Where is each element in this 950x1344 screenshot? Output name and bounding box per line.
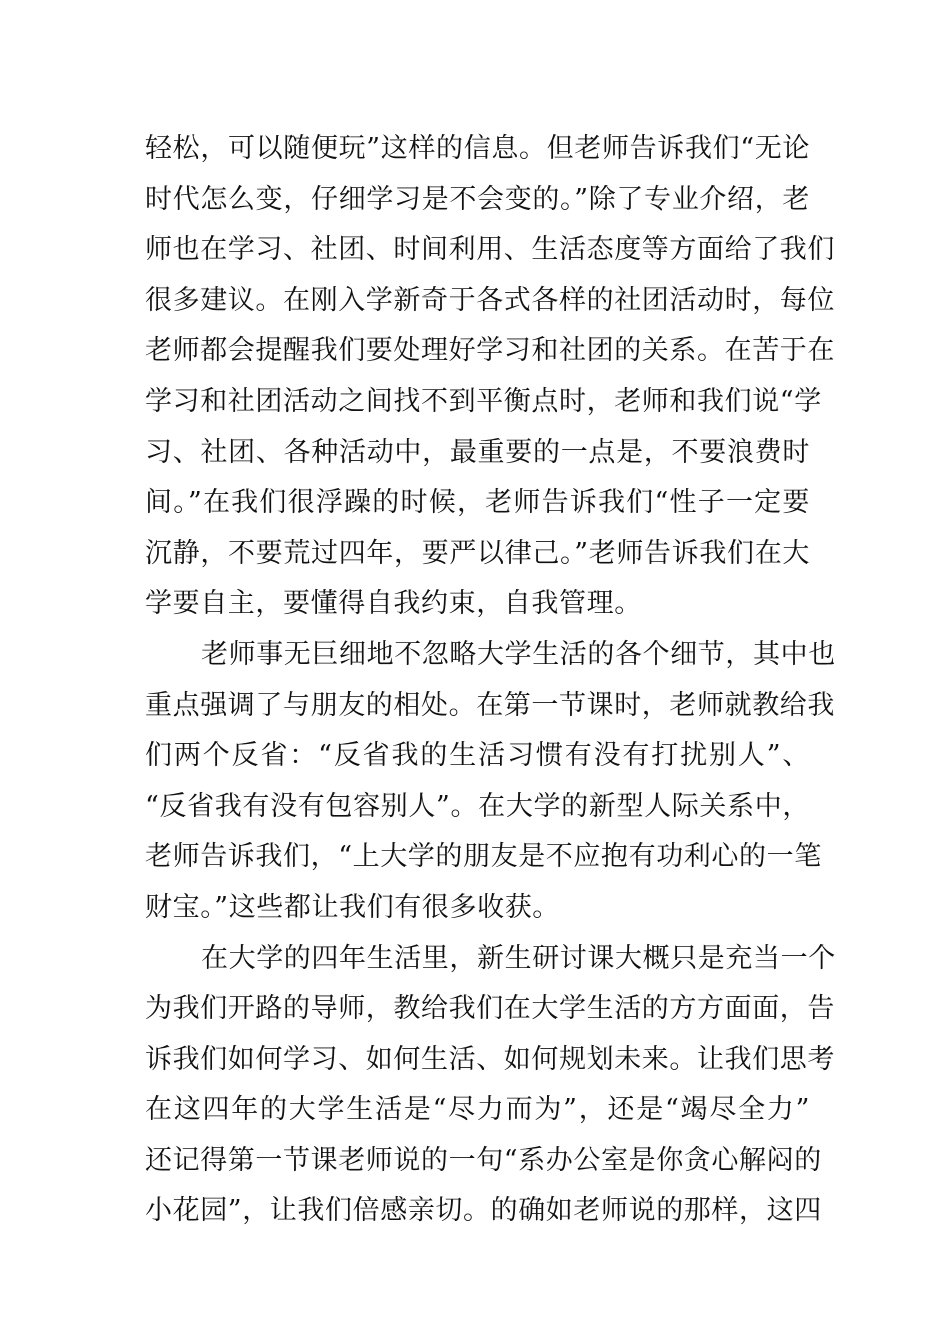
text-line: 在这四年的大学生活是“尽力而为”，还是“竭尽全力” xyxy=(145,1094,810,1126)
text-line: 老师都会提醒我们要处理好学习和社团的关系。在苦于在 xyxy=(145,335,835,367)
text-line: 沉静，不要荒过四年，要严以律己。”老师告诉我们在大 xyxy=(145,537,810,569)
paragraph-2 xyxy=(145,630,836,934)
text-line: “反省我有没有包容别人”。在大学的新型人际关系中， xyxy=(145,790,810,822)
text-line: 财宝。”这些都让我们有很多收获。 xyxy=(145,891,560,923)
text-line: 习、社团、各种活动中，最重要的一点是，不要浪费时 xyxy=(145,436,810,468)
text-line: 还记得第一节课老师说的一句“系办公室是你贪心解闷的 xyxy=(145,1144,822,1176)
text-line: 间。”在我们很浮躁的时候，老师告诉我们“性子一定要 xyxy=(145,487,810,519)
text-line: 重点强调了与朋友的相处。在第一节课时，老师就教给我 xyxy=(145,689,835,721)
text-line: 老师事无巨细地不忽略大学生活的各个细节，其中也 xyxy=(201,638,836,670)
text-line: 老师告诉我们，“上大学的朋友是不应抱有功利心的一笔 xyxy=(145,841,822,873)
text-line: 诉我们如何学习、如何生活、如何规划未来。让我们思考 xyxy=(145,1043,835,1075)
text-line: 很多建议。在刚入学新奇于各式各样的社团活动时，每位 xyxy=(145,284,835,316)
text-line: 们两个反省：“反省我的生活习惯有没有打扰别人”、 xyxy=(145,740,810,772)
text-line: 时代怎么变，仔细学习是不会变的。”除了专业介绍，老 xyxy=(145,183,810,215)
text-line: 小花园”，让我们倍感亲切。的确如老师说的那样，这四 xyxy=(145,1195,822,1227)
paragraph-3 xyxy=(145,934,836,1238)
paragraph-1 xyxy=(145,124,835,630)
text-line: 在大学的四年生活里，新生研讨课大概只是充当一个 xyxy=(201,942,836,974)
text-line: 为我们开路的导师，教给我们在大学生活的方方面面，告 xyxy=(145,993,835,1025)
text-line: 学习和社团活动之间找不到平衡点时，老师和我们说“学 xyxy=(145,385,822,417)
text-line: 师也在学习、社团、时间利用、生活态度等方面给了我们 xyxy=(145,234,835,266)
text-line: 轻松，可以随便玩”这样的信息。但老师告诉我们“无论 xyxy=(145,133,810,164)
text-line: 学要自主，要懂得自我约束，自我管理。 xyxy=(145,588,642,620)
document-body xyxy=(145,124,836,1237)
